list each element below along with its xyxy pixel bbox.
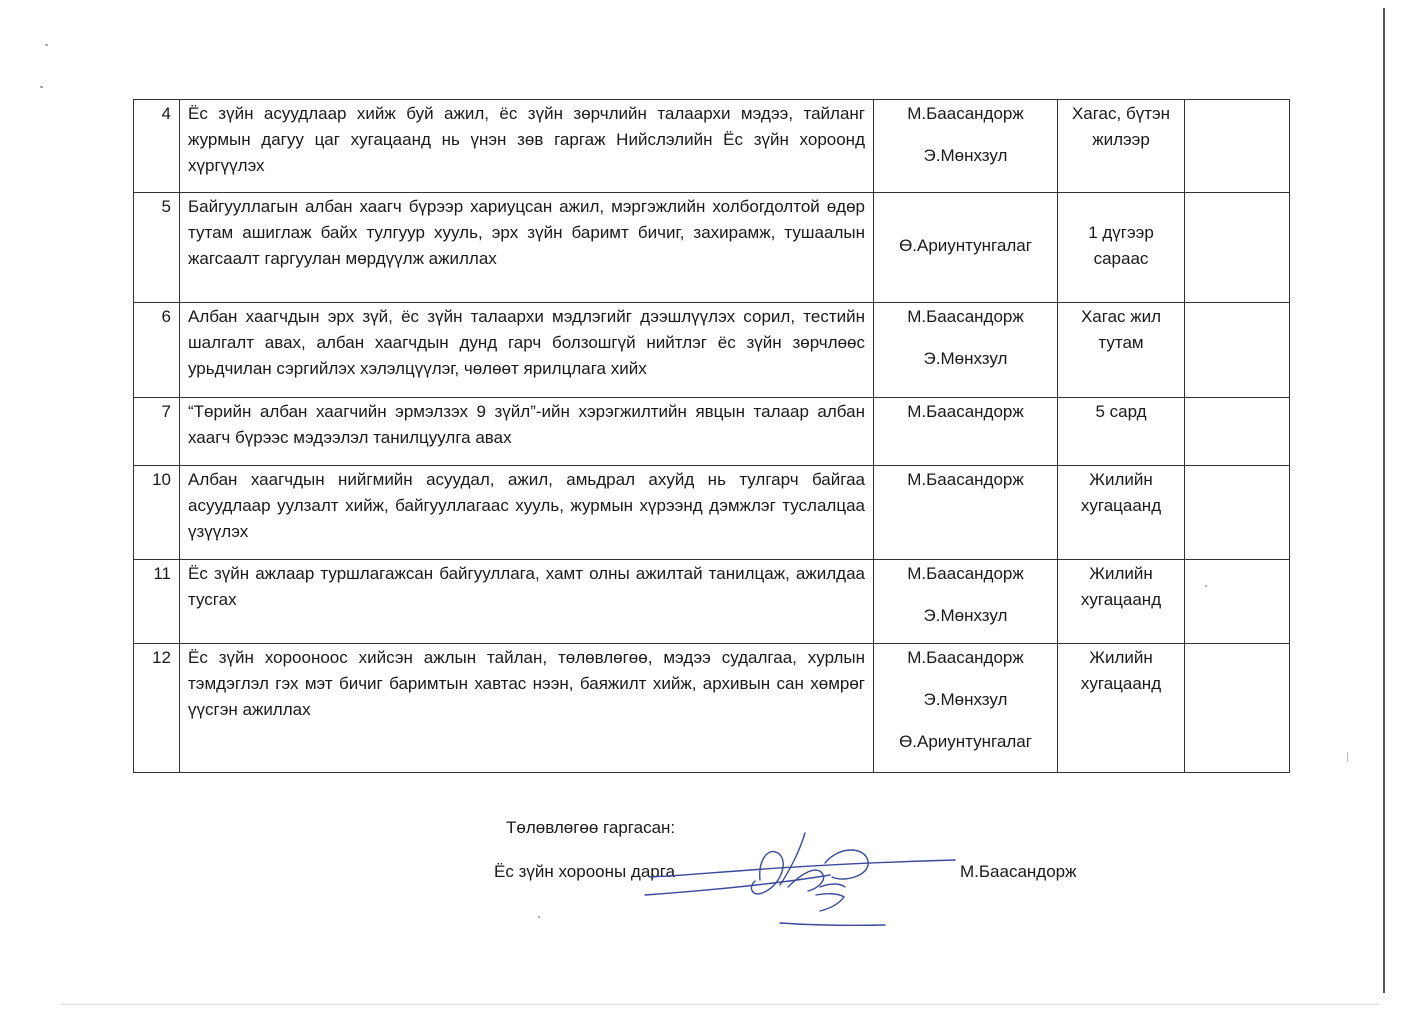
responsible-person: Ө.Ариунтунгалаг [899, 236, 1032, 255]
signer-name: М.Баасандорж [960, 862, 1077, 881]
table-row [134, 466, 1290, 560]
responsible-person: М.Баасандорж [907, 648, 1024, 667]
task-description: Ёс зүйн хорооноос хийсэн ажлын тайлан, төлөвлөгөө, мэдээ судалгаа, хурлын тэмдэглэл гэх мэт бичиг баримтын хавтас нээн, баяжилт хийж, архивын сан хөмрөг үүсгэн ажиллах [180, 644, 874, 773]
note-cell [1185, 644, 1290, 773]
row-number: 4 [134, 100, 180, 193]
responsible-person: М.Баасандорж [907, 470, 1024, 489]
timeframe: Жилийн хугацаанд [1058, 644, 1185, 773]
table-row [134, 560, 1290, 644]
task-description: Ёс зүйн асуудлаар хийж буй ажил, ёс зүйн зөрчлийн талаархи мэдээ, тайланг журмын дагуу цаг хугацаанд нь үнэн зөв гаргаж Нийслэлийн Ёс зүйн хороонд хүргүүлэх [180, 100, 874, 193]
timeframe: Хагас, бүтэн жилээр [1058, 100, 1185, 193]
responsible-person: М.Баасандорж [907, 564, 1024, 583]
timeframe: Жилийн хугацаанд [1058, 466, 1185, 560]
row-number: 6 [134, 303, 180, 398]
note-cell [1185, 193, 1290, 303]
handwritten-signature [640, 825, 960, 930]
row-number: 7 [134, 398, 180, 466]
note-cell [1185, 100, 1290, 193]
responsible-person: Э.Мөнхзул [923, 146, 1008, 165]
row-number: 5 [134, 193, 180, 303]
timeframe: Жилийн хугацаанд [1058, 560, 1185, 644]
responsible-person: Ө.Ариунтунгалаг [899, 732, 1032, 751]
responsible-person: Э.Мөнхзул [923, 606, 1008, 625]
responsible-persons [874, 100, 1058, 193]
table-row [134, 303, 1290, 398]
timeframe: 1 дүгээр сараас [1058, 193, 1185, 303]
table-row [134, 100, 1290, 193]
scan-speck [40, 86, 43, 88]
task-description: Байгууллагын албан хаагч бүрээр хариуцсан ажил, мэргэжлийн холбогдолтой өдөр тутам ашиглаж байх тулгуур хууль, эрх зүйн баримт бичиг, захирамж, тушаалын жагсаалт гаргуулан мөрдүүлж ажиллах [180, 193, 874, 303]
row-number: 11 [134, 560, 180, 644]
plan-table-body [134, 100, 1290, 773]
prepared-by-label: Төлөвлөгөө гаргасан: [506, 818, 676, 837]
row-number: 12 [134, 644, 180, 773]
timeframe: Хагас жил тутам [1058, 303, 1185, 398]
task-description: Ёс зүйн ажлаар туршлагажсан байгууллага, хамт олны ажилтай танилцаж, ажилдаа тусгах [180, 560, 874, 644]
task-description: “Төрийн албан хаагчийн эрмэлзэх 9 зүйл”-ийн хэрэгжилтийн явцын талаар албан хаагч бүрээс мэдээлэл танилцуулга авах [180, 398, 874, 466]
responsible-person: Э.Мөнхзул [923, 690, 1008, 709]
responsible-persons [874, 560, 1058, 644]
responsible-persons [874, 303, 1058, 398]
note-cell [1185, 466, 1290, 560]
row-number: 10 [134, 466, 180, 560]
scan-speck [45, 44, 48, 46]
note-cell [1185, 303, 1290, 398]
responsible-person: М.Баасандорж [907, 307, 1024, 326]
scan-speck [1347, 752, 1348, 762]
scan-edge [60, 1004, 1380, 1005]
note-cell [1185, 560, 1290, 644]
responsible-person: М.Баасандорж [907, 104, 1024, 123]
table-row [134, 644, 1290, 773]
plan-table [133, 99, 1290, 773]
responsible-person: Э.Мөнхзул [923, 349, 1008, 368]
task-description: Албан хаагчдын эрх зүй, ёс зүйн талаархи мэдлэгийг дээшлүүлэх сорил, тестийн шалгалт авах, албан хаагчдын дунд гарч болзошгүй нийтлэг ёс зүйн зөрчлөөс урьдчилан сэргийлэх хэлэлцүүлэг, чөлөөт ярилцлага хийх [180, 303, 874, 398]
scan-speck [538, 916, 540, 918]
responsible-persons [874, 193, 1058, 303]
responsible-persons [874, 644, 1058, 773]
note-cell [1185, 398, 1290, 466]
responsible-persons [874, 466, 1058, 560]
table-row [134, 398, 1290, 466]
task-description: Албан хаагчдын нийгмийн асуудал, ажил, амьдрал ахуйд нь тулгарч байгаа асуудлаар уулзалт хийж, байгууллагаас хууль, журмын хүрээнд дэмжлэг туслалцаа үзүүлэх [180, 466, 874, 560]
timeframe: 5 сард [1058, 398, 1185, 466]
responsible-persons [874, 398, 1058, 466]
table-row [134, 193, 1290, 303]
scan-edge [1383, 8, 1385, 993]
responsible-person: М.Баасандорж [907, 402, 1024, 421]
signer-role: Ёс зүйн хорооны дарга [494, 862, 676, 881]
